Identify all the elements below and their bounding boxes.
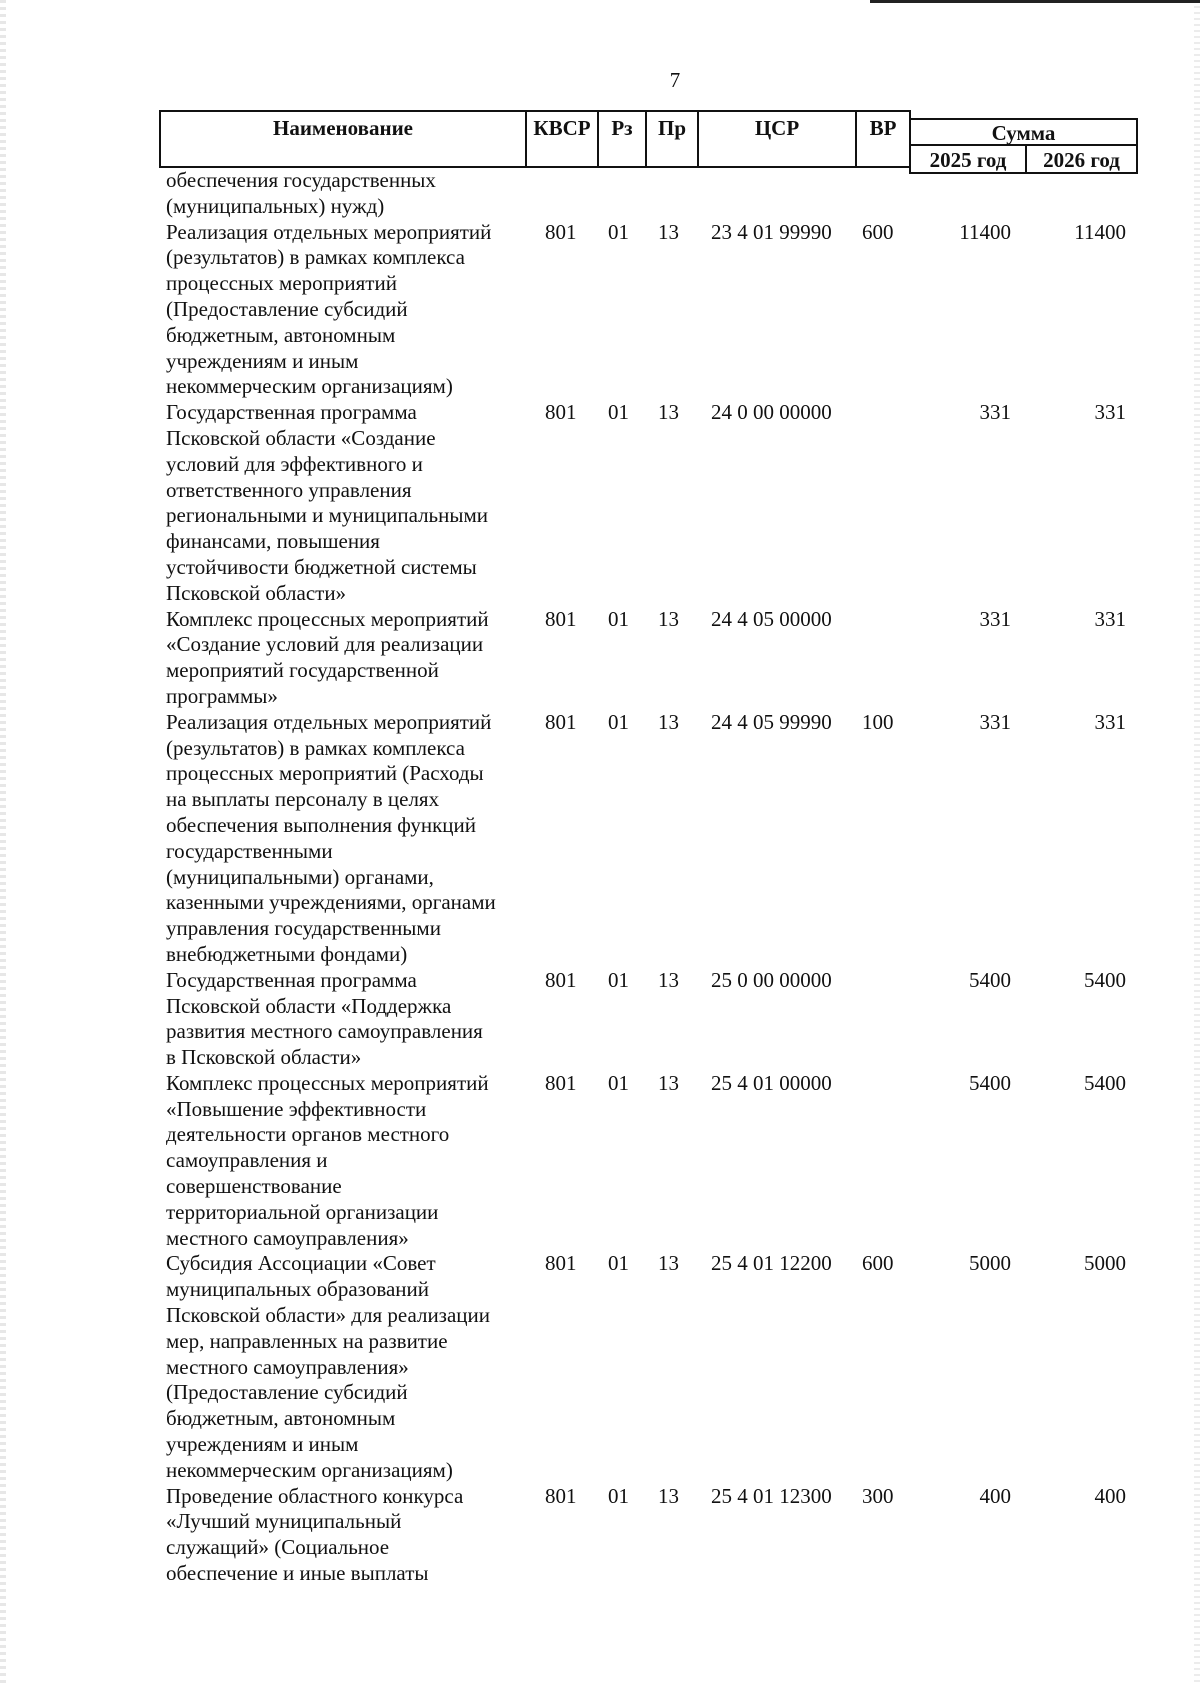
row-sum-2025: 331 xyxy=(979,709,1011,734)
row-rz: 01 xyxy=(608,400,629,425)
row-name: Проведение областного конкурса «Лучший муниципальный служащий» (Социальное обеспечение и иные выплаты xyxy=(166,1483,464,1586)
table-row xyxy=(0,968,1200,1071)
row-kvsr: 801 xyxy=(545,1070,577,1095)
row-pr: 13 xyxy=(658,1070,679,1095)
row-sum-2025: 400 xyxy=(979,1483,1011,1508)
row-kvsr: 801 xyxy=(545,967,577,992)
row-pr: 13 xyxy=(658,709,679,734)
row-sum-2026: 331 xyxy=(1094,400,1126,425)
header-kvsr: КВСР xyxy=(525,110,599,168)
table-row xyxy=(0,1484,1200,1587)
row-csr: 25 4 01 12200 xyxy=(711,1251,832,1276)
row-vr: 600 xyxy=(862,1251,894,1276)
row-sum-2025: 5000 xyxy=(969,1251,1011,1276)
header-name: Наименование xyxy=(159,110,527,168)
row-pr: 13 xyxy=(658,967,679,992)
row-name: Реализация отдельных мероприятий (результатов) в рамках комплекса процессных мероприятий (Предоставление субсидий бюджетным, автономным учреждениям и иным некоммерческим организациям) xyxy=(166,219,492,399)
row-rz: 01 xyxy=(608,1070,629,1095)
table-row xyxy=(0,1251,1200,1483)
row-pr: 13 xyxy=(658,1251,679,1276)
header-pr: Пр xyxy=(645,110,699,168)
row-name: Комплекс процессных мероприятий «Повышение эффективности деятельности органов местного самоуправления и совершенствование территориальной организации местного самоуправления» xyxy=(166,1070,489,1250)
row-name: Субсидия Ассоциации «Совет муниципальных образований Псковской области» для реализации мер, направленных на развитие местного самоуправления» (Предоставление субсидий бюджетным, автономным учреждениям и иным некоммерческим организациям) xyxy=(166,1251,491,1482)
row-kvsr: 801 xyxy=(545,606,577,631)
row-name: Реализация отдельных мероприятий (результатов) в рамках комплекса процессных мероприятий (Расходы на выплаты персоналу в целях обеспечения выполнения функций государственными (муниципальными) органами, казенными учреждениями, органами управления государственными внебюджетными фондами) xyxy=(166,709,496,966)
row-csr: 24 4 05 00000 xyxy=(711,606,832,631)
row-name: Государственная программа Псковской области «Поддержка развития местного самоуправления в Псковской области» xyxy=(166,967,483,1070)
table-row xyxy=(0,400,1200,606)
row-name: Государственная программа Псковской области «Создание условий для эффективного и ответственного управления региональными и муниципальными финансами, повышения устойчивости бюджетной системы Псковской области» xyxy=(166,400,489,605)
row-vr: 300 xyxy=(862,1483,894,1508)
table-row xyxy=(0,1071,1200,1252)
row-csr: 23 4 01 99990 xyxy=(711,219,832,244)
table-row xyxy=(0,710,1200,968)
row-pr: 13 xyxy=(658,400,679,425)
row-vr: 600 xyxy=(862,219,894,244)
row-kvsr: 801 xyxy=(545,219,577,244)
table-row xyxy=(0,607,1200,710)
row-sum-2025: 5400 xyxy=(969,1070,1011,1095)
row-sum-2025: 5400 xyxy=(969,967,1011,992)
row-rz: 01 xyxy=(608,709,629,734)
table-row xyxy=(0,168,1200,220)
header-2025: 2025 год xyxy=(909,144,1027,174)
row-sum-2026: 11400 xyxy=(1074,219,1126,244)
row-sum-2026: 5000 xyxy=(1084,1251,1126,1276)
table-header xyxy=(0,0,1200,175)
row-sum-2025: 331 xyxy=(979,606,1011,631)
row-name: обеспечения государственных (муниципальных) нужд) xyxy=(166,168,436,218)
row-vr: 100 xyxy=(862,709,894,734)
row-kvsr: 801 xyxy=(545,1483,577,1508)
header-rz: Рз xyxy=(597,110,647,168)
header-sum: Сумма xyxy=(909,118,1138,146)
header-csr: ЦСР xyxy=(697,110,857,168)
row-csr: 25 4 01 00000 xyxy=(711,1070,832,1095)
row-sum-2026: 5400 xyxy=(1084,1070,1126,1095)
row-kvsr: 801 xyxy=(545,400,577,425)
row-sum-2026: 400 xyxy=(1094,1483,1126,1508)
row-sum-2026: 331 xyxy=(1094,606,1126,631)
row-csr: 24 0 00 00000 xyxy=(711,400,832,425)
row-sum-2026: 5400 xyxy=(1084,967,1126,992)
row-csr: 25 0 00 00000 xyxy=(711,967,832,992)
row-name: Комплекс процессных мероприятий «Создание условий для реализации мероприятий государственной программы» xyxy=(166,606,489,708)
row-csr: 24 4 05 99990 xyxy=(711,709,832,734)
row-pr: 13 xyxy=(658,606,679,631)
row-rz: 01 xyxy=(608,1483,629,1508)
header-2026: 2026 год xyxy=(1025,144,1138,174)
row-csr: 25 4 01 12300 xyxy=(711,1483,832,1508)
row-kvsr: 801 xyxy=(545,1251,577,1276)
row-sum-2025: 11400 xyxy=(959,219,1011,244)
row-kvsr: 801 xyxy=(545,709,577,734)
row-rz: 01 xyxy=(608,967,629,992)
header-vr: ВР xyxy=(855,110,911,168)
row-rz: 01 xyxy=(608,1251,629,1276)
row-rz: 01 xyxy=(608,219,629,244)
row-pr: 13 xyxy=(658,1483,679,1508)
row-sum-2025: 331 xyxy=(979,400,1011,425)
row-pr: 13 xyxy=(658,219,679,244)
table-body xyxy=(0,168,1200,1587)
page-number: 7 xyxy=(669,68,681,92)
row-sum-2026: 331 xyxy=(1094,709,1126,734)
row-rz: 01 xyxy=(608,606,629,631)
table-row xyxy=(0,220,1200,401)
